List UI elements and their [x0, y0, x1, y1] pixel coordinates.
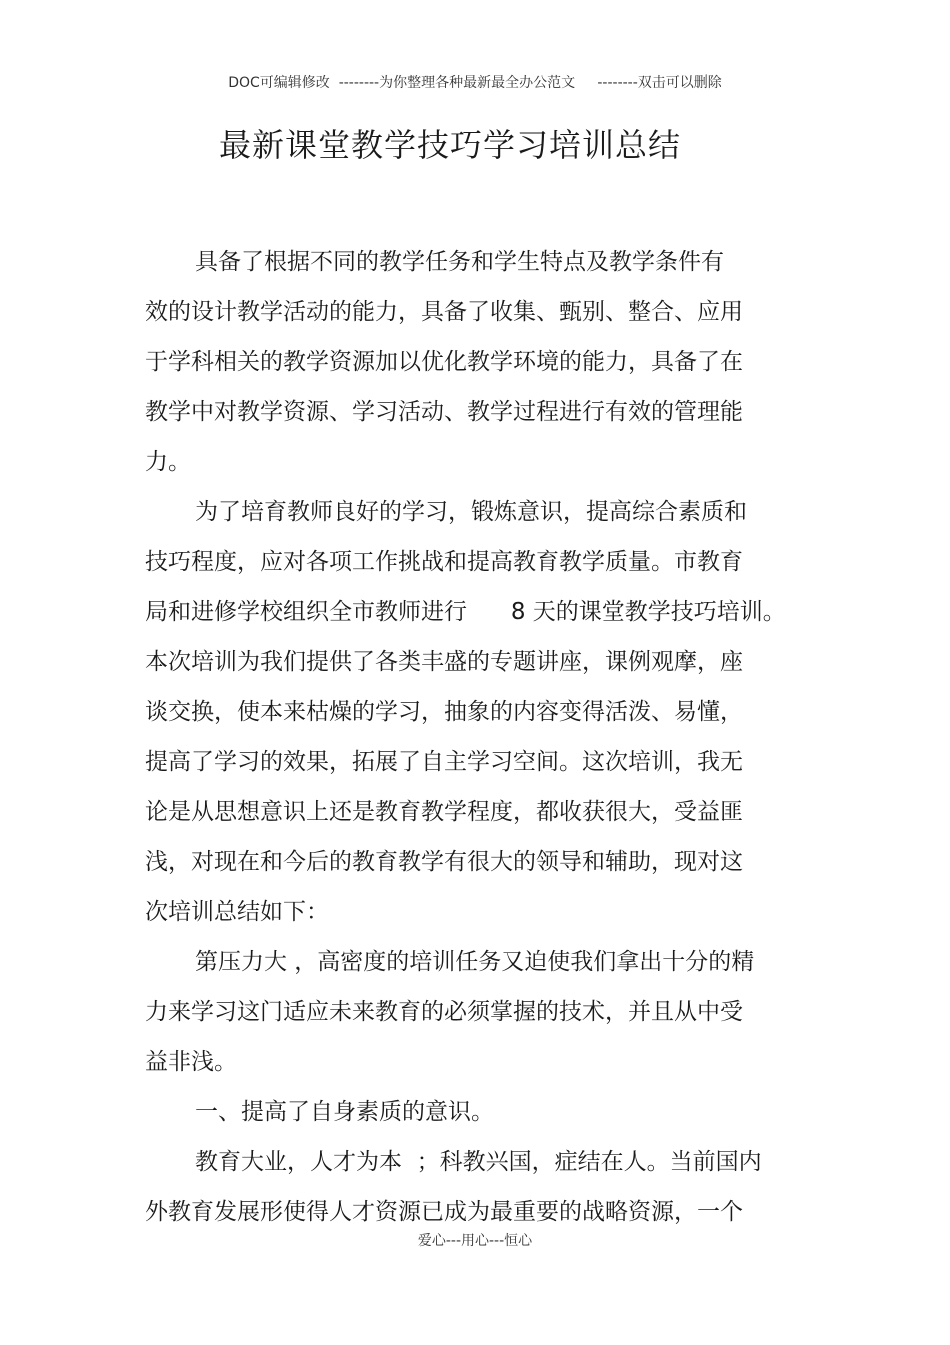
body-line: 为了培育教师良好的学习，锻炼意识，提高综合素质和	[195, 499, 747, 525]
body-line: 次培训总结如下：	[145, 899, 329, 925]
body-line: 浅，对现在和今后的教育教学有很大的领导和辅助，现对这	[145, 849, 743, 875]
body-line: 谈交换，使本来枯燥的学习，抽象的内容变得活泼、易懂，	[145, 699, 743, 725]
body-line: 技巧程度，应对各项工作挑战和提高教育教学质量。市教育	[145, 549, 743, 575]
body-line: 力来学习这门适应未来教育的必须掌握的技术，并且从中受	[145, 999, 743, 1025]
document-title: 最新课堂教学技巧学习培训总结	[218, 126, 681, 164]
footer-note: 爱心---用心---恒心	[417, 1233, 533, 1249]
body-line: 第压力大 ，高密度的培训任务又迫使我们拿出十分的精	[195, 949, 755, 975]
body-line: 外教育发展形使得人才资源已成为最重要的战略资源，一个	[145, 1199, 743, 1225]
body-line: 于学科相关的教学资源加以优化教学环境的能力，具备了在	[145, 349, 743, 375]
body-line: 本次培训为我们提供了各类丰盛的专题讲座，课例观摩，座	[145, 649, 743, 675]
header-note: DOC可编辑修改 --------为你整理各种最新最全办公范文 --------双击可以删除	[228, 75, 722, 91]
body-line: 局和进修学校组织全市教师进行 8 天的课堂教学技巧培训。	[145, 599, 786, 625]
body-line: 论是从思想意识上还是教育教学程度，都收获很大，受益匪	[145, 799, 743, 825]
body-line: 具备了根据不同的教学任务和学生特点及教学条件有	[195, 249, 724, 275]
body-line: 效的设计教学活动的能力，具备了收集、甄别、整合、应用	[145, 299, 743, 325]
section-heading: 一、提高了自身素质的意识。	[195, 1099, 494, 1125]
body-line: 益非浅。	[145, 1049, 237, 1075]
body-line: 提高了学习的效果，拓展了自主学习空间。这次培训，我无	[145, 749, 743, 775]
body-line: 教育大业，人才为本 ；科教兴国，症结在人。当前国内	[195, 1149, 762, 1175]
body-line: 教学中对教学资源、学习活动、教学过程进行有效的管理能	[145, 399, 743, 425]
body-line: 力。	[145, 449, 191, 475]
